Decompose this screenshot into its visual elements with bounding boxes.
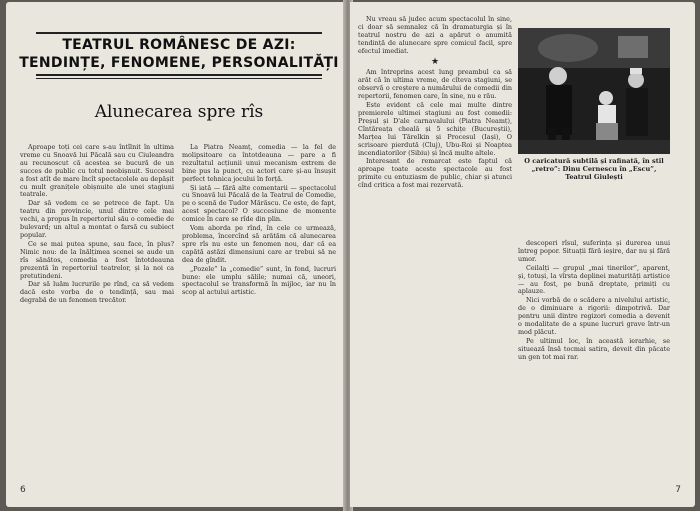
paragraph: Nici vorbă de o scădere a nivelului artistic, de o diminuare a rigorii: dimpotrivă. Dar pentru unii dintre regizori comedia a devenit o modalitate de a spune lucruri grave într-un mod plăcut.	[518, 296, 670, 336]
right-page	[350, 2, 695, 507]
paragraph: Dar să vedem ce se petrece de fapt. Un teatru din provincie, unul dintre cele mai vechi, a propus în repertoriul său o comedie de bulevard; un altul a montat o farsă cu subiect popular.	[20, 199, 174, 239]
page-number: 7	[675, 485, 681, 495]
paragraph: Dar să luăm lucrurile pe rînd, ca să vedem dacă este vorba de o tendință, sau mai degrabă de un fenomen trecător.	[20, 280, 174, 305]
header-rule-bottom	[36, 74, 322, 76]
paragraph: „Pozele” la „comedie” sunt, în fond, lucruri bune: ele umplu sălile; numai că, uneori, spectacolul se transformă în mijloc, iar nu în scop al actului artistic.	[182, 264, 336, 297]
section-title-line1: TEATRUL ROMÂNESC DE AZI:	[62, 37, 296, 53]
text-column-1	[20, 144, 174, 306]
text-column-2	[518, 240, 670, 363]
paragraph: Ceilalți — grupul „mai tinerilor”, aparent, și, totuși, la vîrsta deplinei maturități artistice — au fost, pe bună dreptate, primiți cu aplauze.	[518, 263, 670, 296]
section-title-line2: TENDINȚE, FENOMENE, PERSONALITĂȚI	[19, 55, 339, 71]
text-column-1	[358, 16, 512, 191]
photo-caption: O caricatură subtilă și rafinată, în stil „retro”: Dinu Cernescu în „Escu”, Teatrul Giulești	[524, 157, 664, 181]
paragraph: descoperi rîsul, suferința și durerea unui întreg popor. Situații fără ieșire, dar nu și fără umor.	[518, 239, 670, 263]
article-title: Alunecarea spre rîs	[94, 102, 264, 122]
paragraph: Și iată — fără alte comentarii — spectacolul cu Snoavă lui Păcală de la Teatrul de Comedie, pe o scenă de Tudor Mărăscu. Ce este, de fapt, acest spectacol? O succesiune de momente comice în care se rîde din plin.	[182, 183, 336, 224]
paragraph: Este evident că cele mai multe dintre premierele ultimei stagiuni au fost comedii: Preșul și D'ale carnavalului (Piatra Neamț), Cîntăreața cheală și 5 schițe (Bucureștii), Marțea lui Tărelkin și Procesul (Iași), O scrisoare pierdută (Cluj), Ubu-Roi și Noaptea incendiatorilor (Sibiu) și încă multe altele.	[358, 101, 512, 157]
left-page	[6, 2, 346, 507]
header-rule-thin	[36, 78, 322, 79]
section-header	[18, 30, 340, 81]
page-number: 6	[20, 485, 26, 495]
paragraph: La Piatra Neamț, comedia — la fel de molipsitoare ca întotdeauna — pare a fi rezultatul acțiunii unui mecanism extrem de bine pus la punct, cu actori care și-au însușit perfect tehnica jocului în forță.	[182, 143, 336, 183]
paragraph: Am întreprins acest lung preambul ca să arăt că în ultima vreme, de cîteva stagiuni, se observă o creștere a numărului de comedii din repertorii, fenomen care, în sine, nu e rău.	[358, 68, 512, 101]
stage-photo-image	[518, 28, 670, 154]
section-divider-star: ★	[430, 56, 440, 67]
paragraph: Nu vreau să judec acum spectacolul în sine, ci doar să semnalez că în dramaturgia și în teatrul nostru de azi a apărut o anumită tendință de alunecare spre comicul facil, spre efectul imediat.	[358, 15, 512, 55]
header-rule-top	[36, 32, 322, 34]
paragraph: Ce se mai putea spune, sau face, în plus? Nimic nou: de la înălțimea scenei se aude un rîs sănătos, comedia a fost întotdeauna prezentă în repertoriul teatrelor, și la noi ca pretutindeni.	[20, 239, 174, 280]
paragraph: Pe ultimul loc, în această ierarhie, se situează însă tocmai satira, deveit din păcate un gen tot mai rar.	[518, 336, 670, 361]
stage-photo	[518, 28, 670, 154]
text-column-2	[182, 144, 336, 298]
paragraph: Interesant de remarcat este faptul că aproape toate aceste spectacole au fost primite cu entuziasm de public, chiar și atunci cînd critica a fost mai rezervată.	[358, 157, 512, 190]
paragraph: Vom aborda pe rînd, în cele ce urmează, problema, încercînd să arătăm că alunecarea spre rîs nu este un fenomen nou, dar că ea capătă astăzi dimensiuni care ar trebui să ne dea de gîndit.	[182, 224, 336, 264]
paragraph: Aproape toți cei care s-au întîlnit în ultima vreme cu Snoavă lui Păcală sau cu Ciuleandra au recunoscut că acestea se bucură de un succes de public cu totul neobișnuit. Succesul a fost atît de mare încît spectacolele au depășit cu mult granițele obișnuite ale unei stagiuni teatrale.	[20, 143, 174, 199]
